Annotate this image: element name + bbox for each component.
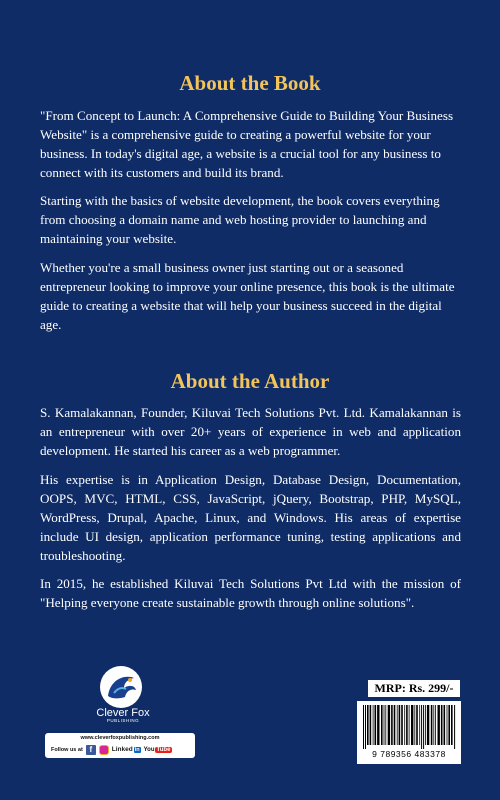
youtube-tube: Tube [156, 746, 171, 753]
author-paragraph-1: S. Kamalakannan, Founder, Kiluvai Tech Solutions Pvt. Ltd. Kamalakannan is an entrepreneur with over 20+ years of experience in web and application development. He started his career as a web programmer. [40, 405, 461, 458]
about-author-heading: About the Author [170, 369, 330, 393]
publisher-website-link[interactable]: www.cleverfoxpublishing.com [80, 735, 160, 741]
linkedin-in: in [134, 746, 140, 753]
isbn-barcode [357, 701, 461, 764]
author-paragraph-3: In 2015, he established Kiluvai Tech Solutions Pvt Ltd with the mission of "Helping everyone create sustainable growth through online solutions". [40, 576, 461, 610]
mrp-label: MRP: Rs. 299/- [368, 680, 460, 697]
author-paragraph-2: His expertise is in Application Design, Database Design, Documentation, OOPS, MVC, HTML, CSS, JavaScript, jQuery, Bootstrap, PHP, MySQL, WordPress, Drupal, Apache, Linux, and Windows. His areas of expertise include UI design, application performance tuning, testing applications and troubleshooting. [40, 472, 461, 563]
linkedin-icon[interactable] [112, 746, 141, 753]
book-paragraph-3: Whether you're a small business owner just starting out or a seasoned entrepreneur looking to improve your online presence, this book is the ultimate guide to creating a website that will help your business succeed in the digital age. [40, 260, 455, 332]
book-paragraph-2: Starting with the basics of website development, the book covers everything from choosing a domain name and web hosting provider to launching and maintaining your website. [40, 193, 440, 246]
youtube-icon[interactable] [144, 747, 173, 753]
fox-logo-icon [100, 666, 142, 708]
about-book-heading: About the Book [179, 71, 321, 95]
publisher-logo [93, 666, 153, 722]
follow-label: Follow us at [51, 746, 83, 753]
barcode-icon [361, 705, 457, 749]
social-row [51, 744, 172, 755]
youtube-you: You [143, 746, 155, 753]
linkedin-text: Linked [111, 746, 133, 753]
book-paragraph-1: "From Concept to Launch: A Comprehensive Guide to Building Your Business Website" is a comprehensive guide to creating a powerful website for your business. In today's digital age, a website is a crucial tool for any business to connect with its customers and build its brand. [40, 108, 454, 180]
publisher-name: Clever Fox [96, 707, 150, 719]
barcode-number: 9 789356 483378 [372, 749, 446, 759]
publisher-sub: PUBLISHING [106, 718, 140, 723]
facebook-icon[interactable]: f [86, 745, 96, 755]
social-box [45, 733, 195, 758]
instagram-icon[interactable] [99, 745, 109, 755]
